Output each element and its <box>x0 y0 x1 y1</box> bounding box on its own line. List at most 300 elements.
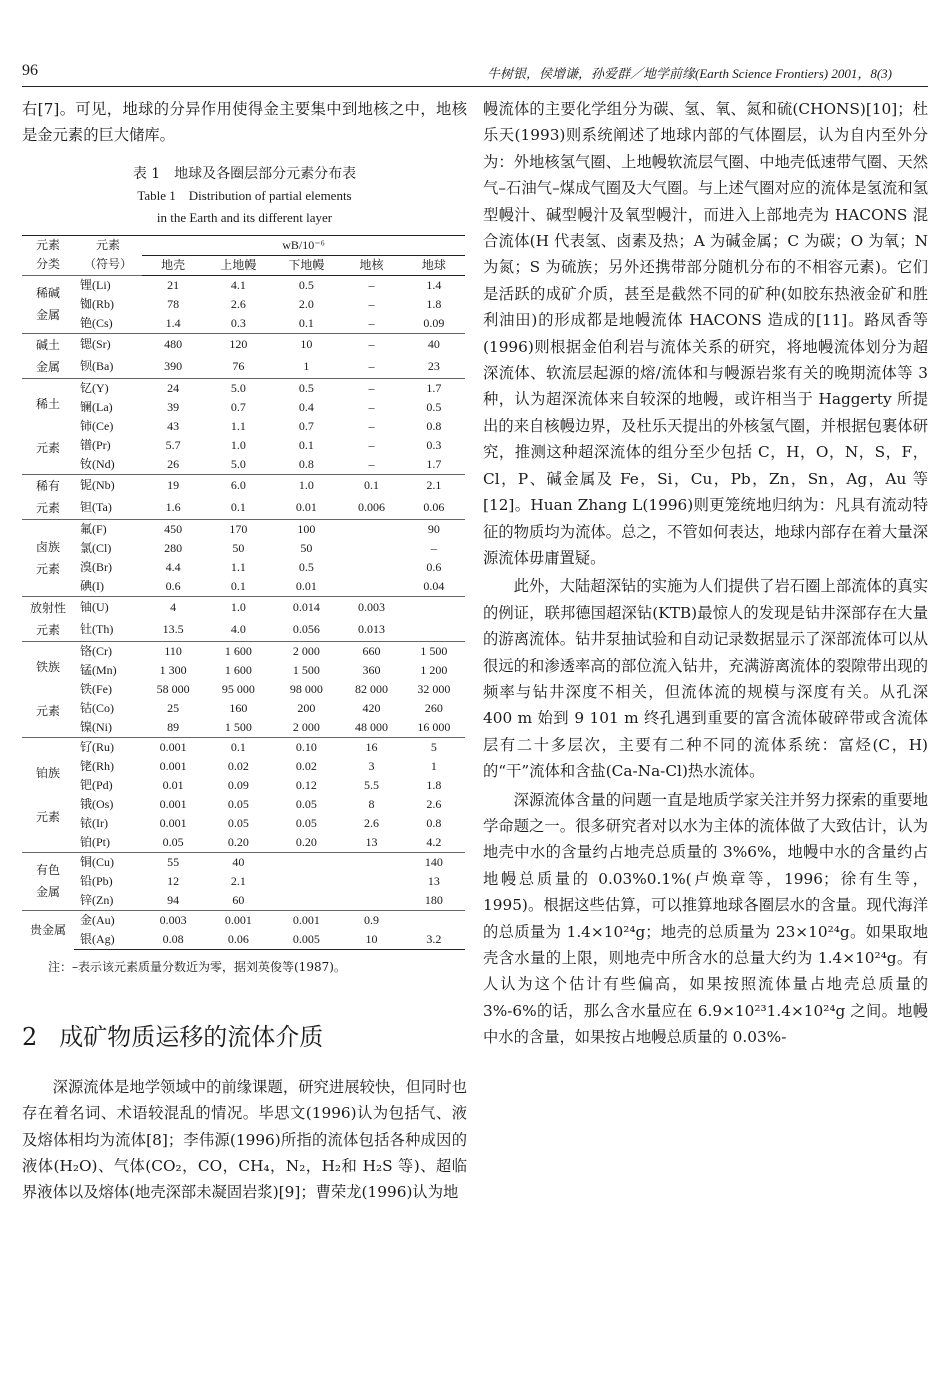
value-cell: 40 <box>403 333 465 356</box>
value-cell: 13.5 <box>162 622 184 637</box>
element-cell: 铬(Cr) <box>74 641 142 661</box>
value-cell: 0.02 <box>227 758 249 773</box>
value-cell: 0.3 <box>230 315 246 330</box>
value-cell: 0.01 <box>295 578 317 593</box>
column-header: 下地幔 <box>272 255 340 275</box>
element-cell: 锇(Os) <box>80 796 114 811</box>
value-cell: 1.1 <box>230 418 246 433</box>
value-cell: 1 <box>303 359 310 374</box>
element-cell: 氯(Cl) <box>80 540 112 555</box>
table-row <box>22 577 465 597</box>
value-cell: 0.01 <box>162 777 184 792</box>
table-row <box>22 891 465 911</box>
value-cell <box>403 910 465 930</box>
value-cell: 280 <box>164 540 183 555</box>
table-group <box>22 737 465 852</box>
column-header: 地壳 <box>142 255 204 275</box>
value-cell: 0.1 <box>298 437 314 452</box>
value-cell: 0.06 <box>204 930 272 950</box>
value-cell: 1.8 <box>426 296 442 311</box>
value-cell: 0.014 <box>272 596 340 619</box>
value-cell <box>272 872 340 891</box>
table-row <box>22 757 465 776</box>
value-cell: 2 000 <box>292 719 320 734</box>
table-row <box>22 619 465 642</box>
table-caption-cn: 表 1 地球及各圈层部分元素分布表 <box>132 165 357 182</box>
value-cell: 0.1 <box>340 474 402 497</box>
value-cell: 2.0 <box>298 296 314 311</box>
column-header: 地球 <box>403 255 465 275</box>
value-cell: 1 500 <box>403 641 465 661</box>
table-row <box>22 833 465 853</box>
table-row <box>22 474 465 497</box>
table-group <box>22 596 465 641</box>
table-row <box>22 417 465 436</box>
value-cell: 390 <box>164 359 183 374</box>
value-cell: 0.8 <box>426 418 442 433</box>
element-distribution-table <box>22 235 465 950</box>
table-group <box>22 333 465 378</box>
category-cell <box>22 641 74 737</box>
value-cell: 5.0 <box>230 456 246 471</box>
value-cell: 0.056 <box>292 622 320 637</box>
value-cell: 0.7 <box>298 418 314 433</box>
value-cell: 0.01 <box>295 500 317 515</box>
category-line <box>22 415 74 437</box>
value-cell: 360 <box>362 662 381 677</box>
value-cell: 2.1 <box>230 873 246 888</box>
category-line: 元素 <box>35 622 60 637</box>
value-cell: 1 500 <box>224 719 252 734</box>
table-row <box>22 699 465 718</box>
value-cell: 1.0 <box>272 474 340 497</box>
element-cell: 钴(Co) <box>80 700 114 715</box>
value-cell: 90 <box>403 519 465 539</box>
value-cell: 260 <box>424 700 443 715</box>
table-row <box>22 333 465 356</box>
table-group <box>22 519 465 596</box>
value-cell: 420 <box>362 700 381 715</box>
table-row <box>22 558 465 577</box>
element-cell: 铱(Ir) <box>80 815 108 830</box>
value-cell: 2.6 <box>230 296 246 311</box>
value-cell: 2.6 <box>364 815 379 830</box>
value-cell: – <box>368 456 375 471</box>
value-cell: 0.001 <box>142 737 204 757</box>
table-row <box>22 398 465 417</box>
value-cell: 0.20 <box>295 834 317 849</box>
category-line: 稀有 <box>35 478 60 493</box>
element-cell: 锰(Mn) <box>80 662 117 677</box>
category-line <box>22 784 74 806</box>
value-cell <box>403 619 465 642</box>
value-cell: 1 600 <box>204 641 272 661</box>
value-cell: 3.2 <box>403 930 465 950</box>
category-cell <box>22 275 74 333</box>
value-cell: 13 <box>427 873 440 888</box>
table-note: 注：–表示该元素质量分数近为零，据刘英俊等(1987)。 <box>48 959 346 974</box>
category-cell <box>22 474 74 519</box>
table-row <box>22 295 465 314</box>
value-cell <box>340 891 402 911</box>
value-cell: 0.001 <box>272 910 340 930</box>
right-paragraph-1: 幔流体的主要化学组分为碳、氢、氧、氮和硫(CHONS)[10]；杜乐天(1993)则系统阐述了地球内部的气体圈层，认为自内至外分为：外地核氢气圈、上地幔软流层气圈、中地壳低速带气圈、天然气–石油气–煤成气圈及大气圈。与上述气圈对应的流体是氢流和氢型幔汁、碱型幔汁及氧型幔汁，而进入上部地壳为 HACONS 混合流体(H 代表氢、卤素及热；A 为碱金属；C 为碳；O 为氧；N 为氮；S 为硫族；另外还携带部分随机分布的不相容元素)。它们是活跃的成矿介质，甚至是截然不同的矿种(如胶东热液金矿和胜利油田)的形成都是地幔流体 HACONS 造成的[11]。路凤香等(1996)则根据金伯利岩与流体关系的研究，将地幔流体划分为超深流体、软流层起源的熔/流体和与幔源岩浆有关的晚期流体等 3 种，认为超深流体来自较深的地幔，或许相当于 Haggerty 所提出的来自核幔边界，及杜乐天提出的外核氢气圈，并根据包裹体研究，推测这种超深流体的组分至少包括 C，H，O，N，S，F，Cl，P、碱金属及 Fe，Si，Cu，Pb，Zn，Sn，Ag，Au 等[12]。Huan Zhang L(1996)则更笼统地归纳为：凡具有流动特征的物质均为流体。总之，不管如何表达，地球内部存在着大量深源流体毋庸置疑。 <box>483 100 928 567</box>
category-line: 元素 <box>35 561 60 576</box>
value-cell: 24 <box>142 378 204 398</box>
value-cell: 50 <box>300 540 313 555</box>
value-cell: 170 <box>204 519 272 539</box>
value-cell: 94 <box>167 892 180 907</box>
value-cell: 0.001 <box>204 910 272 930</box>
value-cell: 13 <box>365 834 378 849</box>
category-cell <box>22 910 74 949</box>
value-cell: 0.05 <box>227 796 249 811</box>
value-cell: 0.06 <box>423 500 445 515</box>
category-line <box>22 678 74 700</box>
table-group <box>22 910 465 949</box>
value-cell: – <box>340 275 402 295</box>
value-cell: 5.0 <box>204 378 272 398</box>
value-cell: 0.001 <box>159 758 187 773</box>
value-cell: 0.20 <box>227 834 249 849</box>
value-cell: – <box>368 296 375 311</box>
value-cell: 1 300 <box>159 662 187 677</box>
value-cell: – <box>368 437 375 452</box>
table-row <box>22 910 465 930</box>
category-cell <box>22 519 74 596</box>
category-cell <box>22 378 74 474</box>
value-cell: 58 000 <box>156 681 190 696</box>
value-cell: 1.8 <box>426 777 442 792</box>
header-element-line: 元素 <box>95 238 120 253</box>
category-line: 有色 <box>35 863 60 878</box>
value-cell: 1 200 <box>420 662 448 677</box>
value-cell: 0.08 <box>142 930 204 950</box>
category-line: 稀碱 <box>35 286 60 301</box>
value-cell: 95 000 <box>221 681 255 696</box>
table-caption-en-2: in the Earth and its different layer <box>156 209 333 225</box>
element-cell: 铈(Ce) <box>80 418 114 433</box>
value-cell <box>340 519 402 539</box>
value-cell: 2 000 <box>272 641 340 661</box>
value-cell: 4 <box>142 596 204 619</box>
value-cell: 6.0 <box>204 474 272 497</box>
table-group <box>22 852 465 910</box>
value-cell: – <box>340 378 402 398</box>
value-cell: 1.4 <box>403 275 465 295</box>
running-title: 牛树银，侯增谦，孙爱群／地学前缘(Earth Science Frontiers) 2001，8(3) <box>487 66 892 81</box>
element-cell: 镨(Pr) <box>80 437 111 452</box>
value-cell: 10 <box>340 930 402 950</box>
value-cell: – <box>368 418 375 433</box>
value-cell: 43 <box>167 418 180 433</box>
right-paragraph-3: 深源流体含量的问题一直是地质学家关注并努力探索的重要地学命题之一。很多研究者对以水为主体的流体做了大致估计，认为地壳中水的含量约占地壳总质量的 3%6%，地幔中水的含量约占地幔总质量的 0.03%0.1%(卢焕章等，1996；徐有生等，1995)。根据这些估算，可以推算地球各圈层水的含量。现代海洋的总质量为 1.4×10²⁴g；地壳的总质量为 23×10²⁴g。如果取地壳含水量的上限，则地壳中所含水的总量大约为 1.4×10²⁴g。有人认为这个估计有些偏高，如果按照流体量占地壳总质量的 3%-6%的话，那么含水量应在 6.9×10²³1.4×10²⁴g 之间。地幔中水的含量，如果按占地幔总质量的 0.03%- <box>483 790 928 1047</box>
value-cell: 160 <box>229 700 248 715</box>
value-cell <box>340 577 402 597</box>
value-cell: 1.7 <box>426 456 442 471</box>
value-cell: 2.1 <box>403 474 465 497</box>
value-cell: 1.1 <box>230 559 246 574</box>
value-cell: 0.04 <box>423 578 445 593</box>
value-cell: 0.5 <box>272 275 340 295</box>
value-cell: 0.1 <box>230 500 246 515</box>
value-cell: 1 600 <box>224 662 252 677</box>
value-cell: 0.001 <box>159 796 187 811</box>
category-line: 金属 <box>35 359 60 374</box>
value-cell: 4.4 <box>165 559 181 574</box>
value-cell: 1.0 <box>204 596 272 619</box>
category-line: 卤族 <box>35 539 60 554</box>
element-cell: 钽(Ta) <box>80 500 112 515</box>
element-cell: 氟(F) <box>74 519 142 539</box>
table-row <box>22 814 465 833</box>
page-number: 96 <box>22 62 38 79</box>
value-cell: – <box>368 399 375 414</box>
value-cell: 16 <box>340 737 402 757</box>
category-cell <box>22 852 74 910</box>
value-cell: 0.8 <box>426 815 442 830</box>
value-cell: 3 <box>368 758 375 773</box>
header-category <box>22 235 74 275</box>
element-cell: 钇(Y) <box>74 378 142 398</box>
value-cell: 0.003 <box>142 910 204 930</box>
value-cell: 200 <box>297 700 316 715</box>
header-category-line: 元素 <box>35 238 60 253</box>
element-cell: 铁(Fe) <box>80 681 112 696</box>
value-cell: 82 000 <box>355 681 388 696</box>
value-cell: 0.005 <box>272 930 340 950</box>
element-cell: 镍(Ni) <box>80 719 112 734</box>
element-cell: 钌(Ru) <box>74 737 142 757</box>
value-cell: 32 000 <box>417 681 451 696</box>
element-cell: 锶(Sr) <box>74 333 142 356</box>
category-line: 元素 <box>35 704 60 719</box>
table-group <box>22 474 465 519</box>
right-paragraph-2: 此外，大陆超深钻的实施为人们提供了岩石圈上部流体的真实的例证，联邦德国超深钻(KTB)最惊人的发现是钻井深部存在大量的游离流体。钻井泵抽试验和自动记录数据显示了深部流体可以从很远的和渗透率高的部位流入钻井，充满游离流体的裂隙带出现的频率与钻井深度不相关，但流体流的规模与深度有关。从孔深 400 m 始到 9 101 m 终孔遇到重要的富含流体破碎带或含流体层有二十多层次，主要有二种不同的流体系统：富烃(C，H)的“干”流体和含盐(Ca-Na-Cl)热水流体。 <box>483 577 928 781</box>
category-line: 铂族 <box>35 765 60 780</box>
value-cell <box>340 539 402 558</box>
value-cell: 55 <box>142 852 204 872</box>
value-cell: 1 <box>430 758 437 773</box>
value-cell: 660 <box>340 641 402 661</box>
value-cell: 0.7 <box>230 399 246 414</box>
category-cell <box>22 333 74 378</box>
element-cell: 铅(Pb) <box>80 873 113 888</box>
value-cell <box>272 891 340 911</box>
value-cell: 0.006 <box>358 500 385 515</box>
value-cell: 0.5 <box>272 378 340 398</box>
value-cell: 5.5 <box>364 777 379 792</box>
value-cell <box>340 852 402 872</box>
value-cell: 4.1 <box>204 275 272 295</box>
category-line: 稀土 <box>35 397 60 412</box>
category-line: 金属 <box>35 308 60 323</box>
value-cell: 0.9 <box>340 910 402 930</box>
table-caption-en-1: Table 1 Distribution of partial elements <box>137 187 352 203</box>
category-line: 金属 <box>35 885 60 900</box>
value-cell: 21 <box>142 275 204 295</box>
value-cell: 1.7 <box>403 378 465 398</box>
value-cell: 0.02 <box>295 758 317 773</box>
element-cell: 铜(Cu) <box>74 852 142 872</box>
table-row <box>22 641 465 661</box>
value-cell <box>272 852 340 872</box>
table-row <box>22 378 465 398</box>
table-row <box>22 356 465 379</box>
value-cell <box>340 872 402 891</box>
value-cell: 1.0 <box>230 437 246 452</box>
value-cell: 140 <box>403 852 465 872</box>
element-cell: 钯(Pd) <box>80 777 113 792</box>
value-cell: – <box>430 540 437 555</box>
left-column <box>22 96 467 1206</box>
value-cell: 0.10 <box>272 737 340 757</box>
value-cell: 0.6 <box>426 559 442 574</box>
table-row <box>22 776 465 795</box>
value-cell: 0.05 <box>162 834 184 849</box>
section-number: 2 <box>22 1022 38 1051</box>
value-cell: 120 <box>204 333 272 356</box>
left-paragraph-1: 右[7]。可见，地球的分异作用使得金主要集中到地核之中，地核是金元素的巨大储库。 <box>22 100 467 145</box>
table-row <box>22 795 465 814</box>
value-cell: 0.013 <box>358 622 385 637</box>
value-cell: 0.05 <box>227 815 249 830</box>
value-cell: 10 <box>272 333 340 356</box>
right-column <box>483 96 928 1051</box>
value-cell: 2.6 <box>426 796 442 811</box>
table-group <box>22 378 465 474</box>
table-row <box>22 596 465 619</box>
category-line: 铁族 <box>35 660 60 675</box>
element-cell: 铀(U) <box>74 596 142 619</box>
value-cell: 0.3 <box>426 437 442 452</box>
table-row <box>22 661 465 680</box>
value-cell: 0.001 <box>159 815 187 830</box>
value-cell: 180 <box>424 892 443 907</box>
value-cell: 0.1 <box>230 578 246 593</box>
element-cell: 碘(I) <box>80 578 104 593</box>
element-cell: 铂(Pt) <box>80 834 111 849</box>
value-cell: 40 <box>204 852 272 872</box>
value-cell: 0.5 <box>426 399 442 414</box>
value-cell: 48 000 <box>355 719 388 734</box>
left-paragraph-2: 深源流体是地学领域中的前缘课题，研究进展较快，但同时也存在着名词、术语较混乱的情况。毕思文(1996)认为包括气、液及熔体相均为流体[8]；李伟源(1996)所指的流体包括各种成因的液体(H₂O)、气体(CO₂，CO，CH₄，N₂，H₂和 H₂S 等)、超临界液体以及熔体(地壳深部未凝固岩浆)[9]；曹荣龙(1996)认为地 <box>22 1077 467 1202</box>
value-cell: 89 <box>167 719 180 734</box>
value-cell: 450 <box>142 519 204 539</box>
value-cell: 0.09 <box>423 315 445 330</box>
table-row <box>22 852 465 872</box>
element-cell: 钡(Ba) <box>80 359 114 374</box>
value-cell: 0.12 <box>295 777 317 792</box>
value-cell: 5 <box>403 737 465 757</box>
table-row <box>22 497 465 520</box>
value-cell: 23 <box>427 359 440 374</box>
element-cell: 铯(Cs) <box>80 315 113 330</box>
header-element <box>74 235 142 275</box>
category-cell <box>22 596 74 641</box>
value-cell <box>403 596 465 619</box>
element-cell: 钕(Nd) <box>80 456 115 471</box>
category-cell <box>22 737 74 852</box>
column-header: 上地幔 <box>204 255 272 275</box>
element-cell: 锂(Li) <box>74 275 142 295</box>
value-cell: 4.0 <box>230 622 246 637</box>
table-row <box>22 519 465 539</box>
table-group <box>22 641 465 737</box>
element-cell: 锌(Zn) <box>80 892 114 907</box>
table-row <box>22 930 465 950</box>
value-cell: 78 <box>167 296 180 311</box>
value-cell: 0.1 <box>298 315 314 330</box>
category-line: 元素 <box>35 500 60 515</box>
value-cell: 50 <box>232 540 245 555</box>
category-line: 元素 <box>35 441 60 456</box>
table-group <box>22 275 465 333</box>
value-cell: 98 000 <box>289 681 323 696</box>
table-row <box>22 455 465 475</box>
category-line: 放射性 <box>29 600 66 615</box>
header-element-line: （符号） <box>83 257 132 272</box>
value-cell: – <box>368 359 375 374</box>
element-cell: 钍(Th) <box>80 622 114 637</box>
value-cell <box>340 558 402 577</box>
table-row <box>22 314 465 334</box>
value-cell: 26 <box>167 456 180 471</box>
value-cell: 0.5 <box>298 559 314 574</box>
element-cell: 铌(Nb) <box>74 474 142 497</box>
value-cell: 5.7 <box>165 437 181 452</box>
element-cell: 铑(Rh) <box>80 758 114 773</box>
value-cell: 1.6 <box>165 500 181 515</box>
section-heading <box>22 1017 467 1052</box>
value-cell: 19 <box>142 474 204 497</box>
table-row <box>22 539 465 558</box>
table-row <box>22 275 465 295</box>
value-cell: 0.05 <box>295 796 317 811</box>
running-header <box>22 60 928 87</box>
category-line: 碱土 <box>35 337 60 352</box>
element-cell: 镧(La) <box>80 399 113 414</box>
value-cell: 110 <box>142 641 204 661</box>
value-cell: 16 000 <box>417 719 451 734</box>
value-cell: – <box>340 333 402 356</box>
value-cell: – <box>368 315 375 330</box>
element-cell: 溴(Br) <box>80 559 112 574</box>
category-line: 元素 <box>35 809 60 824</box>
category-line: 贵金属 <box>29 923 66 938</box>
value-cell: 76 <box>232 359 245 374</box>
table-row <box>22 718 465 738</box>
value-cell: 39 <box>167 399 180 414</box>
header-unit: wB/10⁻⁶ <box>142 235 465 255</box>
value-cell: 1 500 <box>292 662 320 677</box>
value-cell: 8 <box>368 796 375 811</box>
table-row <box>22 872 465 891</box>
column-header: 地核 <box>340 255 402 275</box>
header-category-line: 分类 <box>35 257 60 272</box>
value-cell: 0.6 <box>165 578 181 593</box>
value-cell: 0.1 <box>204 737 272 757</box>
value-cell: 0.05 <box>295 815 317 830</box>
value-cell: 0.8 <box>298 456 314 471</box>
value-cell: 480 <box>142 333 204 356</box>
value-cell: 0.003 <box>340 596 402 619</box>
element-cell: 铷(Rb) <box>80 296 114 311</box>
element-cell: 金(Au) <box>74 910 142 930</box>
section-title: 成矿物质运移的流体介质 <box>59 1022 324 1051</box>
value-cell: 1.4 <box>165 315 181 330</box>
value-cell: 0.4 <box>298 399 314 414</box>
